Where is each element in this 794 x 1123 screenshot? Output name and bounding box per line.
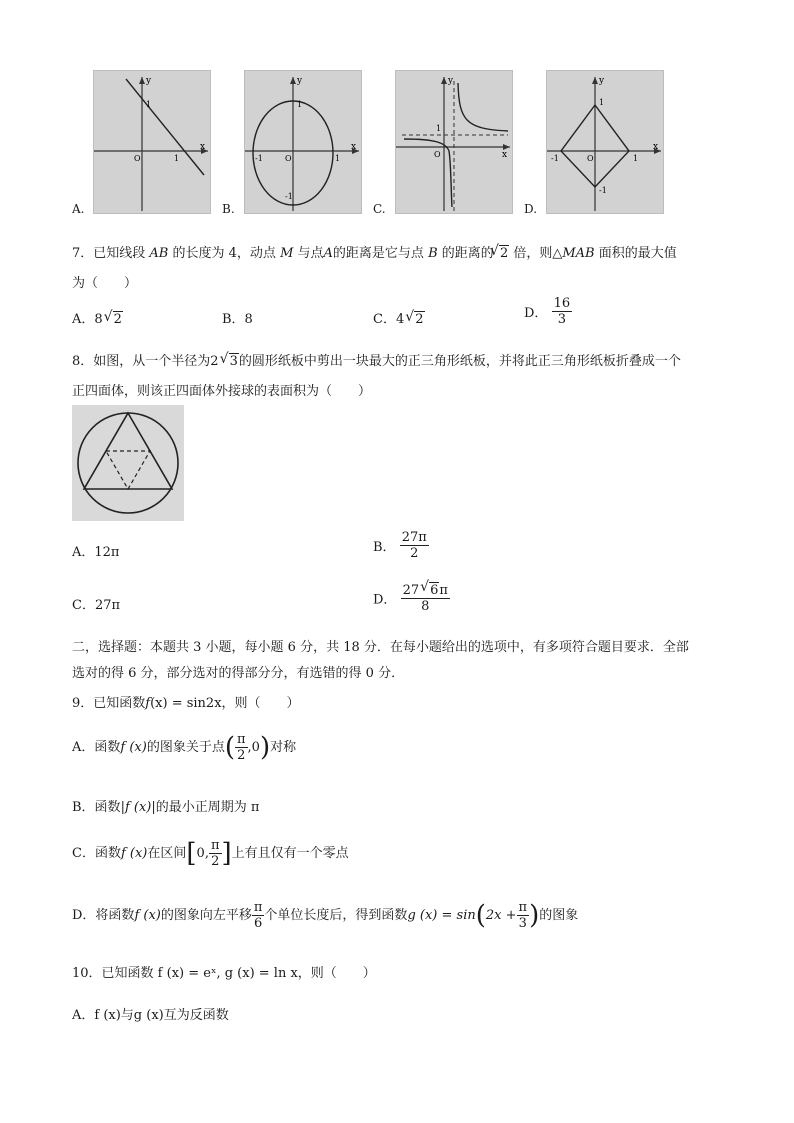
graph-d-y: y [599,76,605,86]
q9-option-d-gx: g (x) = sin [407,908,476,923]
q7-option-d-den: 3 [557,312,566,327]
q9-option-c-zero: 0, [196,846,209,861]
q9-option-c-text: 在区间 [147,846,187,861]
q9-option-a: A．函数f (x)的图象关于点( $\frac{\pi}{2}$ ,0)对称 [72,732,297,763]
q9-option-a-frac [235,732,248,763]
graph-a [93,70,211,214]
q7-text: 与点 [297,246,324,261]
q10-stem: 10．已知函数 f (x) = eˣ, g (x) = ln x，则（ ） [72,966,376,981]
graph-b-svg [245,71,361,213]
q9-stem [72,692,300,711]
graph-b-one-x: 1 [335,154,341,163]
q7-option-d-label: D． [524,306,548,321]
q9-option-a-zero: ,0 [247,740,260,755]
q8-figure-svg [72,405,184,521]
q7-text: 的距离是它与点 [332,246,424,261]
q9-option-b-text: 的最小正周期为 π [155,800,260,815]
q8-option-b-label: B． [373,540,396,555]
graph-c-origin: O [434,150,441,159]
q9-option-a-pi: π [236,732,246,747]
q7-option-c-rad: √ 2 [414,311,424,327]
q7-text: 倍，则△ [513,246,563,261]
graph-c [395,70,513,214]
q10-option-a: A．f (x)与g (x)互为反函数 [72,1008,229,1023]
graph-c-x: x [502,150,508,160]
q6-option-b: B. [222,202,235,216]
graph-c-one-y: 1 [436,124,442,133]
graph-b [244,70,362,214]
q8-option-d-num-coef: 27 [402,583,420,598]
q8-option-d-num-pi: π [439,583,448,598]
q9-text: 9．已知函数 [72,696,146,711]
q7-b: B [428,246,438,261]
q9-option-b-label: B．函数 [72,800,121,815]
q7-option-b: B．8 [222,312,253,327]
q9-option-c-text2: 上有且仅有一个零点 [231,846,349,861]
graph-b-neg1x: -1 [255,154,263,163]
q9-option-d-text3: 的图象 [539,908,579,923]
q8-option-a: A．12π [72,545,120,560]
section2-line1: 二，选择题：本题共 3 小题，每小题 6 分，共 18 分．在每小题给出的选项中，有多项符合题目要求．全部 [72,640,689,655]
graph-a-one-x: 1 [174,154,180,163]
graph-d-x: x [653,142,659,152]
q9-option-a-two: 2 [237,748,246,763]
q6-option-c: C. [373,202,386,216]
q9-option-d-fx: f (x) [134,908,161,923]
q8-option-c: C．27π [72,598,121,613]
q7-option-d-num: 16 [553,296,571,311]
q7-option-d [524,296,572,327]
q7-text: 面积的最大值 [598,246,677,261]
graph-c-y: y [448,76,454,86]
q8-option-b-den: 2 [410,546,419,561]
q9-option-d-inner: 2x + [485,908,517,923]
q9-option-a-label: A．函数 [72,740,121,755]
q8-figure [72,405,184,521]
graph-d-one-y: 1 [599,98,605,107]
q7-option-a [72,308,123,327]
q9-option-d-text2: 个单位长度后，得到函数 [264,908,408,923]
q7-mab: MAB [562,246,595,261]
q9-option-b-fx: |f (x)| [120,800,156,815]
graph-d-one-x: 1 [633,154,639,163]
graph-a-svg [94,71,210,213]
graph-b-one-y: 1 [297,100,303,109]
q9-option-c-frac [209,838,222,869]
graph-a-x: x [200,142,206,152]
q9-option-b [72,796,259,815]
graph-a-one-y: 1 [146,100,152,109]
q6-option-a: A. [72,202,85,216]
q9-option-c-two: 2 [211,854,220,869]
q8-option-d-frac [401,582,450,614]
graph-a-origin: O [134,154,141,163]
q9-option-c-pi: π [210,838,220,853]
q7-stem-line1 [72,242,677,261]
q7-option-c-coef: 4 [395,312,405,327]
q7-option-a-coef: 8 [94,312,103,327]
q7-sqrt2: √ 2 [499,245,509,261]
q7-option-a-rad: √ 2 [113,311,123,327]
q8-text: 的圆形纸板中剪出一块最大的正三角形纸板，并将此正三角形纸板折叠成一个 [238,354,681,369]
q7-option-c-label: C． [373,312,396,327]
q9-option-d-label: D．将函数 [72,908,135,923]
graph-d-neg1x: -1 [551,154,559,163]
graph-d-svg [547,71,663,213]
q8-radius-rad: √ 3 [229,353,239,369]
graph-c-svg [396,71,512,213]
graph-b-neg1y: -1 [285,192,293,201]
q9-option-d-pi: π [253,900,263,915]
q8-stem-line2: 正四面体，则该正四面体外接球的表面积为（ ） [72,384,372,399]
q9-option-d-shift [252,900,265,931]
q8-option-d-label: D． [373,592,397,608]
q9-option-d-pi2: π [518,900,528,915]
q7-stem-line2: 为（ ） [72,276,138,291]
q9-option-d-text: 的图象向左平移 [160,908,252,923]
q9-option-d: D．将函数f (x)的图象向左平移 $\frac{\pi}{6}$ 个单位长度后，得到函数g (x) = sin(2x + $\frac{\pi}{3}$ )的图象 [72,900,579,931]
q9-option-c: C．函数f (x)在区间[0, $\frac{\pi}{2}$ ]上有且仅有一个零点 [72,838,349,869]
q9-option-d-frac [517,900,530,931]
q8-option-b-frac [400,530,429,561]
q9-option-c-label: C．函数 [72,846,121,861]
q7-a: A [323,246,333,261]
q8-option-b-num: 27π [401,530,427,545]
q9-option-a-fx: f (x) [120,740,147,755]
q9-option-a-text: 的图象关于点 [146,740,225,755]
section2-line2: 选对的得 6 分，部分选对的得部分分，有选错的得 0 分． [72,666,405,681]
q7-option-c [373,308,425,327]
q8-option-d [373,582,450,614]
q9-f: f [145,696,151,711]
q8-option-d-num [401,582,450,599]
q9-option-c-fx: f (x) [120,846,148,861]
q8-option-d-den: 8 [421,599,430,614]
q7-text: 的长度为 4，动点 [172,246,276,261]
q8-option-d-num-rad: √ 6 [429,582,439,598]
q7-option-a-label: A． [72,312,95,327]
q7-m: M [280,246,294,261]
graph-d-origin: O [587,154,594,163]
graph-a-y: y [146,76,152,86]
q7-ab: AB [149,246,169,261]
q8-text: 8．如图，从一个半径为 [72,354,211,369]
q8-option-b [373,530,429,561]
graph-b-x: x [351,142,357,152]
q7-text: 7．已知线段 [72,246,146,261]
q9-option-a-text2: 对称 [270,740,297,755]
q6-option-d: D. [524,202,538,216]
q9-text: (x) = sin2x，则（ ） [150,696,300,711]
q8-radius-coef: 2 [210,354,219,369]
q9-option-d-three: 3 [518,916,527,931]
q8-stem-line1 [72,350,681,369]
q7-option-d-frac [552,296,573,327]
graph-d [546,70,664,214]
graph-d-neg1y: -1 [599,186,607,195]
q7-text: 的距离的 [441,246,494,261]
q9-option-d-six: 6 [254,916,263,931]
graph-b-origin: O [285,154,292,163]
graph-b-y: y [297,76,303,86]
